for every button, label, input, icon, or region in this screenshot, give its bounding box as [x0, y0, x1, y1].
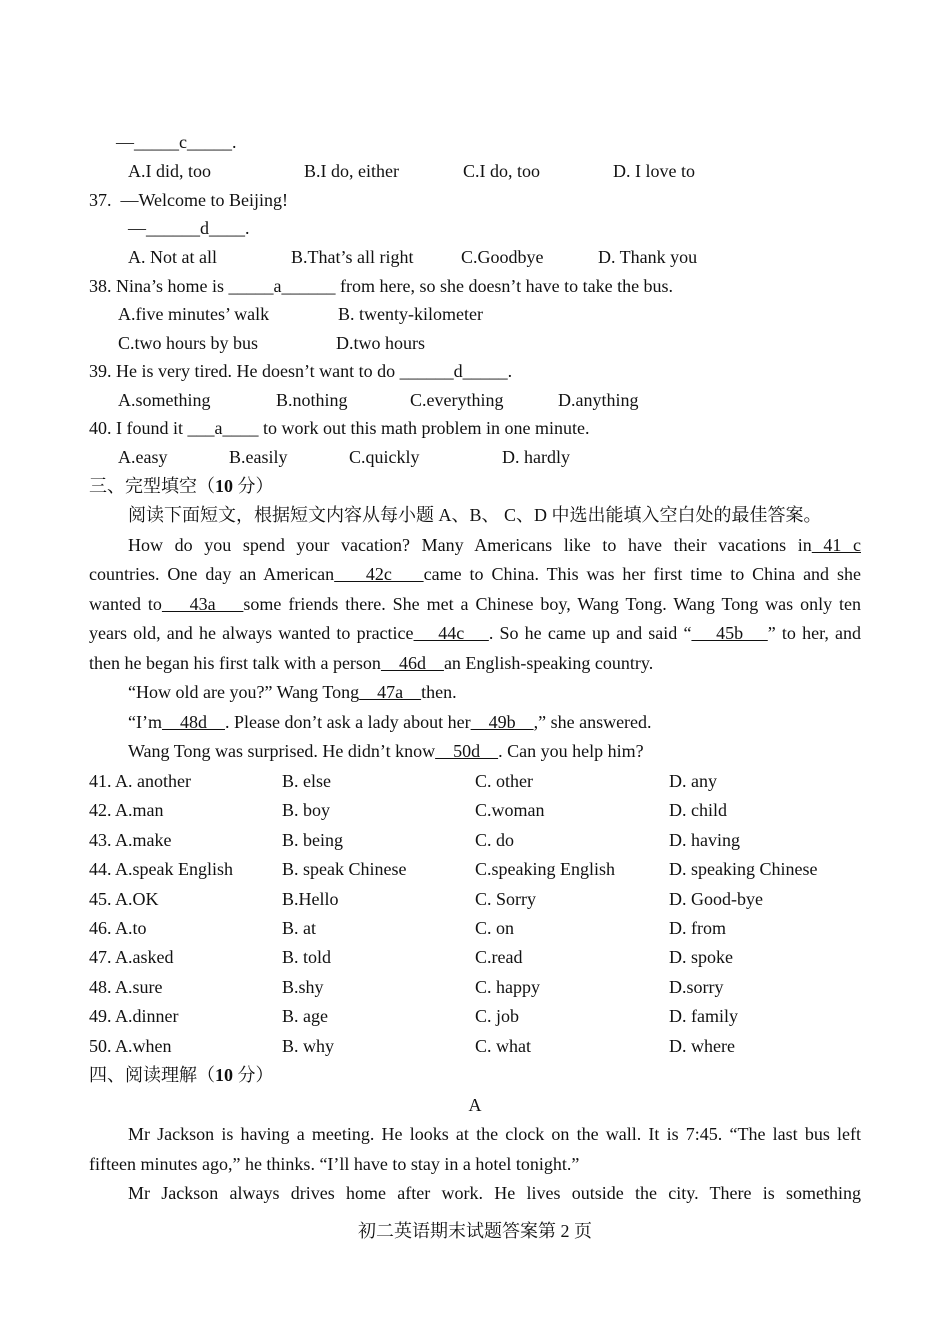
page-footer: 初二英语期末试题答案第 2 页	[358, 1221, 592, 1241]
choice-42-b: B. boy	[282, 800, 331, 820]
choice-49-b: B. age	[282, 1006, 328, 1026]
choice-42-c: C.woman	[475, 800, 545, 820]
q37-option-c: C.Goodbye	[461, 247, 544, 267]
choice-43-b: B. being	[282, 830, 343, 850]
cloze-paragraph-3: “I’m 48d . Please don’t ask a lady about her 49b ,” she answered.	[128, 712, 652, 732]
q36-option-b: B.I do, either	[304, 161, 399, 181]
choice-49-d: D. family	[669, 1006, 738, 1026]
choice-41-b: B. else	[282, 771, 331, 791]
q36-option-d: D. I love to	[613, 161, 695, 181]
q37-option-a: A. Not at all	[128, 247, 217, 267]
choice-47-c: C.read	[475, 947, 523, 967]
reading-p1-line-2: fifteen minutes ago,” he thinks. “I’ll have to stay in a hotel tonight.”	[89, 1154, 580, 1174]
section3-heading: 三、完型填空（10 分）	[89, 476, 274, 496]
q40-option-d: D. hardly	[502, 447, 570, 467]
q38-option-c: C.two hours by bus	[118, 333, 259, 353]
choice-42-d: D. child	[669, 800, 727, 820]
q40-option-a: A.easy	[118, 447, 168, 467]
q37-option-b: B.That’s all right	[291, 247, 414, 267]
q38-option-b: B. twenty-kilometer	[338, 304, 483, 324]
reading-p1-line-1: Mr Jackson is having a meeting. He looks at the clock on the wall. It is 7:45. “The last bus left	[128, 1124, 861, 1144]
choice-48-c: C. happy	[475, 977, 540, 997]
choice-45-b: B.Hello	[282, 889, 339, 909]
reading-p2-line-1: Mr Jackson always drives home after work. He lives outside the city. There is something	[128, 1183, 861, 1203]
choice-44-a: 44. A.speak English	[89, 859, 233, 879]
cloze-paragraph-2: “How old are you?” Wang Tong 47a then.	[128, 682, 457, 702]
choice-43-c: C. do	[475, 830, 515, 850]
choice-44-c: C.speaking English	[475, 859, 615, 879]
q37-option-d: D. Thank you	[598, 247, 698, 267]
q40-stem: 40. I found it ___a____ to work out this math problem in one minute.	[89, 418, 590, 438]
choice-50-b: B. why	[282, 1036, 335, 1056]
choice-50-a: 50. A.when	[89, 1036, 172, 1056]
blank-42: 42c	[334, 564, 424, 584]
q38-option-d: D.two hours	[336, 333, 425, 353]
choice-50-c: C. what	[475, 1036, 531, 1056]
section4-heading: 四、阅读理解（10 分）	[89, 1065, 274, 1085]
section3-instruction: 阅读下面短文，根据短文内容从每小题 A、B、 C、D 中选出能填入空白处的最佳答案。	[128, 505, 822, 525]
blank-41: 41 c	[811, 535, 861, 555]
q39-option-b: B.nothing	[276, 390, 348, 410]
cloze-line-1: How do you spend your vacation? Many Americans like to have their vacations in 41 c	[128, 535, 861, 555]
choice-47-d: D. spoke	[669, 947, 733, 967]
choice-47-a: 47. A.asked	[89, 947, 174, 967]
choice-49-a: 49. A.dinner	[89, 1006, 179, 1026]
choice-46-a: 46. A.to	[89, 918, 147, 938]
choice-50-d: D. where	[669, 1036, 735, 1056]
cloze-line-3: wanted to 43a some friends there. She met a Chinese boy, Wang Tong. Wang Tong was only ten	[89, 594, 861, 614]
choice-41-a: 41. A. another	[89, 771, 191, 791]
q36-option-c: C.I do, too	[463, 161, 541, 181]
q39-option-c: C.everything	[410, 390, 504, 410]
choice-45-a: 45. A.OK	[89, 889, 159, 909]
choice-49-c: C. job	[475, 1006, 520, 1026]
cloze-paragraph-4: Wang Tong was surprised. He didn’t know 50d . Can you help him?	[128, 741, 644, 761]
choice-43-a: 43. A.make	[89, 830, 172, 850]
cloze-line-5: then he began his first talk with a person 46d an English-speaking country.	[89, 653, 654, 673]
blank-44: 44c	[413, 623, 489, 643]
choice-48-b: B.shy	[282, 977, 324, 997]
cloze-line-2: countries. One day an American 42c came to China. This was her first time to China and she	[89, 564, 861, 584]
q38-option-a: A.five minutes’ walk	[118, 304, 270, 324]
cloze-line-4: years old, and he always wanted to practice 44c . So he came up and said “ 45b ” to her, and	[89, 623, 862, 643]
choice-43-d: D. having	[669, 830, 740, 850]
q37-stem: 37. —Welcome to Beijing!	[89, 190, 289, 210]
choice-48-a: 48. A.sure	[89, 977, 163, 997]
choice-46-c: C. on	[475, 918, 515, 938]
blank-50: 50d	[435, 741, 499, 761]
q40-option-b: B.easily	[229, 447, 288, 467]
choice-45-c: C. Sorry	[475, 889, 537, 909]
choice-45-d: D. Good-bye	[669, 889, 763, 909]
choice-41-d: D. any	[669, 771, 717, 791]
q36-option-a: A.I did, too	[128, 161, 211, 181]
blank-47: 47a	[359, 682, 422, 702]
blank-45: 45b	[691, 623, 768, 643]
q37-answer-line: —______d____.	[128, 218, 250, 238]
q38-stem: 38. Nina’s home is _____a______ from here, so she doesn’t have to take the bus.	[89, 276, 674, 296]
q39-option-d: D.anything	[558, 390, 639, 410]
choice-42-a: 42. A.man	[89, 800, 164, 820]
passage-label: A	[468, 1095, 482, 1115]
choice-44-b: B. speak Chinese	[282, 859, 407, 879]
q39-stem: 39. He is very tired. He doesn’t want to do ______d_____.	[89, 361, 513, 381]
blank-46: 46d	[380, 653, 444, 673]
q40-option-c: C.quickly	[349, 447, 420, 467]
choice-47-b: B. told	[282, 947, 332, 967]
choice-44-d: D. speaking Chinese	[669, 859, 818, 879]
choice-46-d: D. from	[669, 918, 726, 938]
choice-48-d: D.sorry	[669, 977, 724, 997]
choice-41-c: C. other	[475, 771, 533, 791]
q39-option-a: A.something	[118, 390, 211, 410]
blank-49: 49b	[470, 712, 534, 732]
q36-answer-line: —_____c_____.	[116, 132, 237, 152]
blank-43: 43a	[161, 594, 244, 614]
choice-46-b: B. at	[282, 918, 316, 938]
blank-48: 48d	[161, 712, 225, 732]
